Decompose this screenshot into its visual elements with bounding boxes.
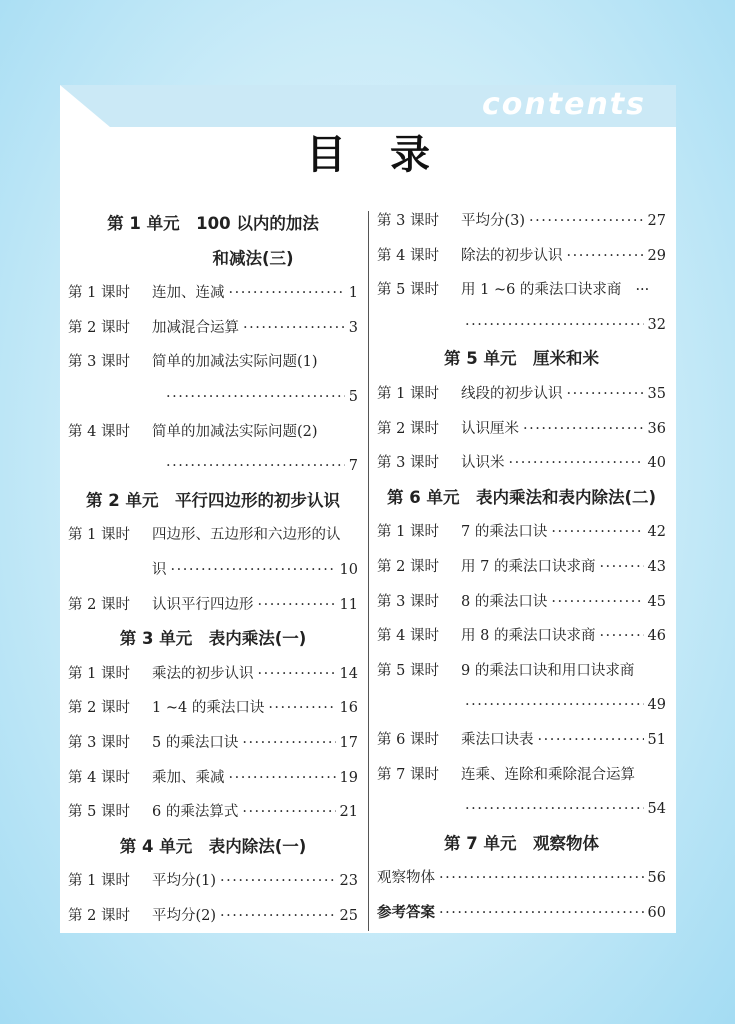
leader-dots	[229, 766, 336, 790]
toc-entry[interactable]	[377, 763, 666, 787]
entry-title: 连乘、连除和乘除混合运算	[461, 766, 635, 783]
toc-entry[interactable]	[68, 731, 358, 755]
unit-heading	[108, 247, 398, 271]
toc-entry[interactable]	[377, 555, 666, 579]
lesson-label: 第 3 课时	[377, 593, 439, 610]
entry-title: 7 的乘法口诀	[461, 524, 548, 541]
entry-title: 除法的初步认识	[461, 247, 563, 264]
toc-entry[interactable]	[162, 454, 358, 478]
toc-entry[interactable]	[377, 901, 666, 925]
leader-dots	[268, 696, 335, 720]
lesson-label: 第 4 课时	[68, 423, 130, 440]
toc-entry[interactable]	[68, 869, 358, 893]
entry-title: 简单的加减法实际问题(2)	[152, 423, 318, 440]
page-title: 目录	[306, 132, 474, 178]
toc-entry[interactable]	[68, 350, 358, 374]
unit-title: 第 7 单元 观察物体	[444, 833, 599, 853]
page-number: 32	[647, 316, 666, 333]
toc-entry[interactable]	[377, 659, 666, 683]
toc-entry[interactable]	[377, 520, 666, 544]
toc-entry[interactable]	[68, 800, 358, 824]
page-number: 23	[339, 873, 358, 890]
entry-title-cont: 识	[152, 562, 167, 578]
header-corner	[60, 85, 110, 127]
entry-title: 用 8 的乘法口诀求商	[461, 628, 596, 645]
toc-entry[interactable]	[68, 523, 358, 547]
lesson-label: 第 3 课时	[377, 455, 439, 472]
leader-dots	[220, 904, 336, 928]
leader-dots	[258, 593, 336, 617]
page-number: 5	[348, 389, 358, 405]
page-number: 1	[348, 285, 358, 302]
leader-dots	[551, 590, 643, 614]
page-number: 35	[647, 386, 666, 402]
unit-heading	[68, 835, 358, 859]
leader-dots	[523, 417, 644, 441]
lesson-label: 第 5 课时	[377, 282, 439, 299]
leader-dots	[509, 451, 644, 475]
unit-heading	[68, 212, 358, 236]
entry-title: 8 的乘法口诀	[461, 593, 548, 610]
unit-title: 第 2 单元 平行四边形的初步认识	[86, 490, 340, 510]
lesson-label: 第 1 课时	[377, 524, 439, 541]
leader-dots	[599, 624, 643, 648]
page-number: 60	[647, 905, 666, 921]
unit-title: 第 3 单元 表内乘法(一)	[119, 629, 307, 649]
leader-dots	[599, 555, 643, 579]
toc-entry[interactable]	[461, 313, 666, 337]
lesson-label: 第 3 课时	[377, 213, 439, 229]
entry-title: 观察物体	[377, 870, 435, 887]
toc-entry[interactable]	[68, 316, 358, 340]
page-number: 46	[647, 628, 666, 645]
leader-dots	[465, 693, 644, 717]
contents-label: contents	[482, 87, 646, 122]
lesson-label: 第 3 课时	[68, 354, 130, 371]
entry-title: 认识厘米	[461, 420, 519, 437]
toc-entry[interactable]	[68, 696, 358, 720]
leader-dots	[567, 382, 644, 406]
lesson-label: 第 4 课时	[377, 247, 439, 264]
entry-title: 平均分(1)	[152, 873, 217, 890]
entry-title: 9 的乘法口诀和用口诀求商	[461, 662, 635, 679]
entry-title: 乘法口诀表	[461, 732, 534, 748]
toc-entry[interactable]	[461, 797, 666, 821]
leader-dots	[465, 797, 644, 821]
lesson-label: 第 1 课时	[68, 285, 130, 302]
entry-title: 认识米	[461, 455, 505, 472]
page-number: 45	[647, 593, 666, 610]
leader-dots	[242, 731, 335, 755]
entry-title: 用 1 ~6 的乘法口诀求商	[461, 282, 622, 299]
lesson-label: 第 4 课时	[377, 628, 439, 645]
lesson-label: 第 5 课时	[68, 804, 130, 821]
lesson-label: 第 2 课时	[377, 420, 439, 437]
toc-entry[interactable]	[377, 244, 666, 268]
page-number: 3	[348, 319, 358, 336]
page-number: 42	[647, 524, 666, 541]
unit-heading	[377, 832, 666, 856]
page-number: 16	[339, 700, 358, 717]
unit-title: 和减法(三)	[212, 248, 294, 268]
leader-dots	[465, 313, 644, 337]
entry-title: 简单的加减法实际问题(1)	[152, 354, 318, 371]
trailing-dots: ···	[635, 282, 650, 299]
column-divider	[368, 211, 369, 931]
toc-entry[interactable]	[377, 209, 666, 233]
unit-heading	[68, 627, 358, 651]
unit-title: 第 6 单元 表内乘法和表内除法(二)	[386, 487, 657, 507]
entry-title: 1 ~4 的乘法口诀	[152, 700, 265, 717]
toc-entry[interactable]	[377, 624, 666, 648]
lesson-label: 第 1 课时	[377, 386, 439, 402]
page-number: 25	[339, 908, 358, 924]
entry-title: 6 的乘法算式	[152, 804, 239, 821]
page-number: 10	[339, 562, 358, 578]
toc-page	[60, 85, 676, 933]
leader-dots	[439, 901, 644, 925]
leader-dots	[220, 869, 336, 893]
lesson-label: 第 1 课时	[68, 873, 130, 890]
leader-dots	[567, 244, 644, 268]
unit-heading	[377, 486, 666, 510]
lesson-label: 第 5 课时	[377, 662, 439, 679]
entry-title: 乘加、乘减	[152, 769, 225, 786]
page-number: 21	[339, 804, 358, 821]
entry-title: 平均分(3)	[461, 213, 526, 229]
toc-entry[interactable]	[68, 420, 358, 444]
entry-title: 认识平行四边形	[152, 596, 254, 613]
page-number: 7	[348, 458, 358, 475]
unit-heading	[68, 489, 358, 513]
toc-entry[interactable]	[377, 451, 666, 475]
leader-dots	[171, 558, 336, 582]
page-number: 49	[647, 697, 666, 714]
page-number: 14	[339, 665, 358, 682]
entry-title: 用 7 的乘法口诀求商	[461, 559, 596, 575]
toc-entry[interactable]	[68, 904, 358, 928]
lesson-label: 第 2 课时	[68, 596, 130, 613]
entry-title: 线段的初步认识	[461, 386, 563, 402]
toc-entry[interactable]	[377, 417, 666, 441]
toc-entry[interactable]	[377, 590, 666, 614]
page-number: 43	[647, 559, 666, 575]
leader-dots	[529, 209, 644, 233]
unit-title: 第 4 单元 表内除法(一)	[119, 836, 307, 856]
entry-title: 5 的乘法口诀	[152, 735, 239, 751]
page-number: 17	[339, 735, 358, 751]
page-number: 40	[647, 455, 666, 472]
page-number: 19	[339, 769, 358, 786]
toc-entry[interactable]	[68, 281, 358, 305]
lesson-label: 第 3 课时	[68, 735, 130, 751]
leader-dots	[551, 520, 643, 544]
toc-entry[interactable]	[377, 866, 666, 890]
leader-dots	[242, 800, 335, 824]
leader-dots	[538, 728, 644, 752]
entry-title: 四边形、五边形和六边形的认	[152, 527, 341, 544]
page-number: 54	[647, 801, 666, 818]
leader-dots	[166, 454, 345, 478]
lesson-label: 第 2 课时	[68, 700, 130, 717]
toc-entry[interactable]	[461, 693, 666, 717]
toc-entry[interactable]	[152, 558, 358, 582]
entry-title: 乘法的初步认识	[152, 665, 254, 682]
toc-entry[interactable]	[377, 278, 666, 302]
leader-dots	[229, 281, 345, 305]
lesson-label: 第 1 课时	[68, 665, 130, 682]
toc-entry[interactable]	[68, 766, 358, 790]
entry-title: 连加、连减	[152, 285, 225, 302]
lesson-label: 第 2 课时	[377, 559, 439, 575]
leader-dots	[439, 866, 644, 890]
toc-entry[interactable]	[68, 662, 358, 686]
page-number: 51	[647, 732, 666, 748]
page-number: 56	[647, 870, 666, 887]
entry-title: 加减混合运算	[152, 319, 239, 336]
page-number: 36	[647, 420, 666, 437]
page-number: 27	[647, 213, 666, 229]
toc-entry[interactable]	[377, 382, 666, 406]
page-number: 29	[647, 247, 666, 264]
unit-title: 第 5 单元 厘米和米	[444, 349, 599, 369]
toc-entry[interactable]	[68, 593, 358, 617]
unit-title: 第 1 单元 100 以内的加法	[107, 214, 319, 233]
lesson-label: 第 6 课时	[377, 732, 439, 748]
lesson-label: 第 2 课时	[68, 908, 130, 924]
lesson-label: 第 1 课时	[68, 527, 130, 544]
toc-entry[interactable]	[162, 385, 358, 409]
leader-dots	[258, 662, 336, 686]
leader-dots	[166, 385, 345, 409]
lesson-label: 第 4 课时	[68, 769, 130, 786]
entry-title: 平均分(2)	[152, 908, 217, 924]
toc-entry[interactable]	[377, 728, 666, 752]
leader-dots	[243, 316, 345, 340]
lesson-label: 第 7 课时	[377, 766, 439, 783]
entry-title: 参考答案	[377, 905, 435, 921]
page-number: 11	[339, 596, 358, 613]
lesson-label: 第 2 课时	[68, 319, 130, 336]
unit-heading	[377, 347, 666, 371]
